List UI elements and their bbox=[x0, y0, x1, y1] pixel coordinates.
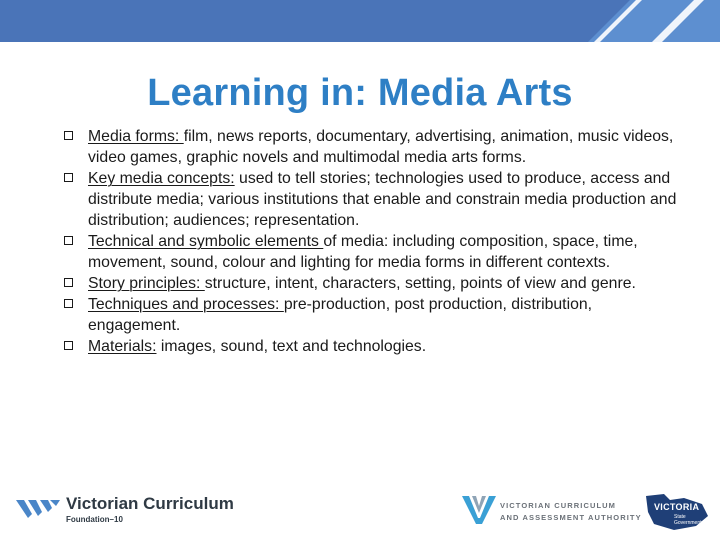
victorian-curriculum-logo bbox=[16, 494, 256, 526]
checkbox-bullet-icon bbox=[64, 278, 73, 287]
victorian-curriculum-name: Victorian Curriculum bbox=[66, 494, 234, 513]
bullet-text: structure, intent, characters, setting, points of view and genre. bbox=[204, 275, 636, 292]
victoria-name: VICTORIA bbox=[654, 502, 700, 512]
vcaa-name-line1: VICTORIAN CURRICULUM bbox=[500, 501, 617, 510]
bullet-item bbox=[64, 294, 684, 336]
vcaa-name-line2: AND ASSESSMENT AUTHORITY bbox=[500, 513, 642, 522]
bullet-term: Technical and symbolic elements bbox=[88, 233, 324, 250]
bullet-item bbox=[64, 168, 684, 231]
bullet-term: Techniques and processes: bbox=[88, 296, 284, 313]
bullet-list bbox=[64, 126, 684, 357]
checkbox-bullet-icon bbox=[64, 131, 73, 140]
bullet-text: pre-production, post production, distribution, engagement. bbox=[88, 296, 593, 334]
bullet-item bbox=[64, 336, 684, 357]
bullet-text: images, sound, text and technologies. bbox=[156, 338, 427, 355]
victoria-government-label: Government bbox=[674, 520, 702, 526]
top-banner bbox=[0, 0, 720, 42]
bullet-text: used to tell stories; technologies used to produce, access and distribute media; various institutions that enable and constrain media production and distribution; audiences; representation. bbox=[88, 170, 677, 229]
checkbox-bullet-icon bbox=[64, 236, 73, 245]
victorian-curriculum-subtitle: Foundation–10 bbox=[66, 515, 123, 524]
victoria-state-government-logo bbox=[644, 492, 710, 532]
bullet-term: Key media concepts: bbox=[88, 170, 235, 187]
bullet-text: film, news reports, documentary, advertising, animation, music videos, video games, graphic novels and multimodal media arts forms. bbox=[88, 128, 674, 166]
bullet-term: Media forms: bbox=[88, 128, 184, 145]
bullet-item bbox=[64, 273, 684, 294]
checkbox-bullet-icon bbox=[64, 173, 73, 182]
slide-title: Learning in: Media Arts bbox=[147, 72, 573, 114]
bullet-item bbox=[64, 231, 684, 273]
bullet-term: Story principles: bbox=[88, 275, 205, 292]
bullet-text: of media: including composition, space, time, movement, sound, colour and lighting for media forms in different contexts. bbox=[88, 233, 638, 271]
victoria-map-icon bbox=[644, 492, 710, 532]
victorian-curriculum-mark-icon bbox=[16, 496, 60, 520]
vcaa-logo bbox=[462, 494, 642, 528]
bullet-item bbox=[64, 126, 684, 168]
victoria-state-label: State bbox=[674, 514, 686, 520]
vcaa-mark-icon bbox=[462, 494, 496, 526]
checkbox-bullet-icon bbox=[64, 341, 73, 350]
bullet-term: Materials: bbox=[88, 338, 157, 355]
checkbox-bullet-icon bbox=[64, 299, 73, 308]
